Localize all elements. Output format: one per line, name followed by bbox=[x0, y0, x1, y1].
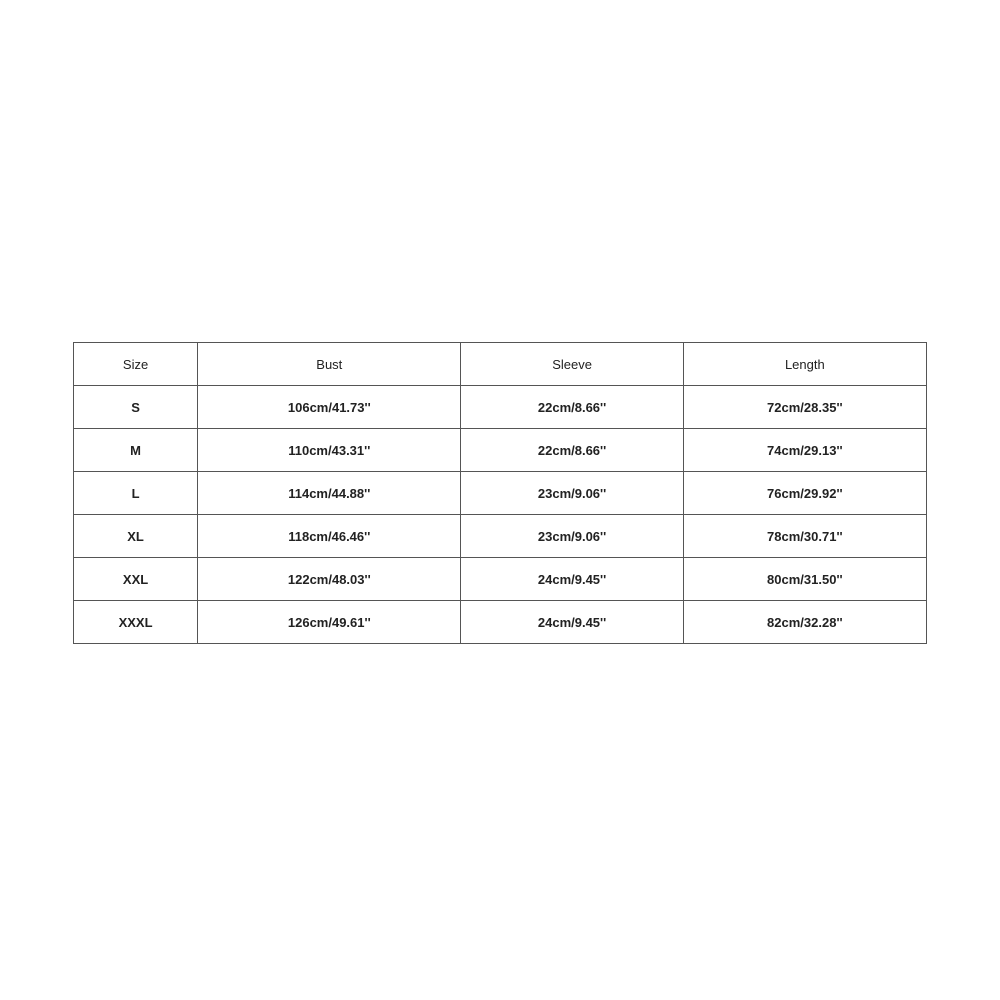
table-row bbox=[74, 429, 927, 472]
cell-bust: 110cm/43.31'' bbox=[198, 429, 461, 472]
table-row bbox=[74, 558, 927, 601]
cell-sleeve: 23cm/9.06'' bbox=[461, 515, 683, 558]
cell-bust: 106cm/41.73'' bbox=[198, 386, 461, 429]
header-size: Size bbox=[74, 343, 198, 386]
cell-size: M bbox=[74, 429, 198, 472]
table-header-row bbox=[74, 343, 927, 386]
cell-size: XXXL bbox=[74, 601, 198, 644]
cell-length: 76cm/29.92'' bbox=[683, 472, 926, 515]
cell-size: XXL bbox=[74, 558, 198, 601]
header-length: Length bbox=[683, 343, 926, 386]
cell-length: 78cm/30.71'' bbox=[683, 515, 926, 558]
cell-bust: 122cm/48.03'' bbox=[198, 558, 461, 601]
cell-sleeve: 24cm/9.45'' bbox=[461, 601, 683, 644]
table-row bbox=[74, 515, 927, 558]
header-sleeve: Sleeve bbox=[461, 343, 683, 386]
cell-length: 80cm/31.50'' bbox=[683, 558, 926, 601]
cell-sleeve: 23cm/9.06'' bbox=[461, 472, 683, 515]
cell-size: S bbox=[74, 386, 198, 429]
table-row bbox=[74, 601, 927, 644]
cell-bust: 114cm/44.88'' bbox=[198, 472, 461, 515]
size-chart-table bbox=[73, 342, 927, 644]
cell-bust: 118cm/46.46'' bbox=[198, 515, 461, 558]
cell-sleeve: 22cm/8.66'' bbox=[461, 429, 683, 472]
cell-bust: 126cm/49.61'' bbox=[198, 601, 461, 644]
cell-length: 74cm/29.13'' bbox=[683, 429, 926, 472]
cell-length: 72cm/28.35'' bbox=[683, 386, 926, 429]
table-row bbox=[74, 472, 927, 515]
header-bust: Bust bbox=[198, 343, 461, 386]
cell-length: 82cm/32.28'' bbox=[683, 601, 926, 644]
cell-size: L bbox=[74, 472, 198, 515]
table-row bbox=[74, 386, 927, 429]
cell-sleeve: 24cm/9.45'' bbox=[461, 558, 683, 601]
cell-sleeve: 22cm/8.66'' bbox=[461, 386, 683, 429]
cell-size: XL bbox=[74, 515, 198, 558]
